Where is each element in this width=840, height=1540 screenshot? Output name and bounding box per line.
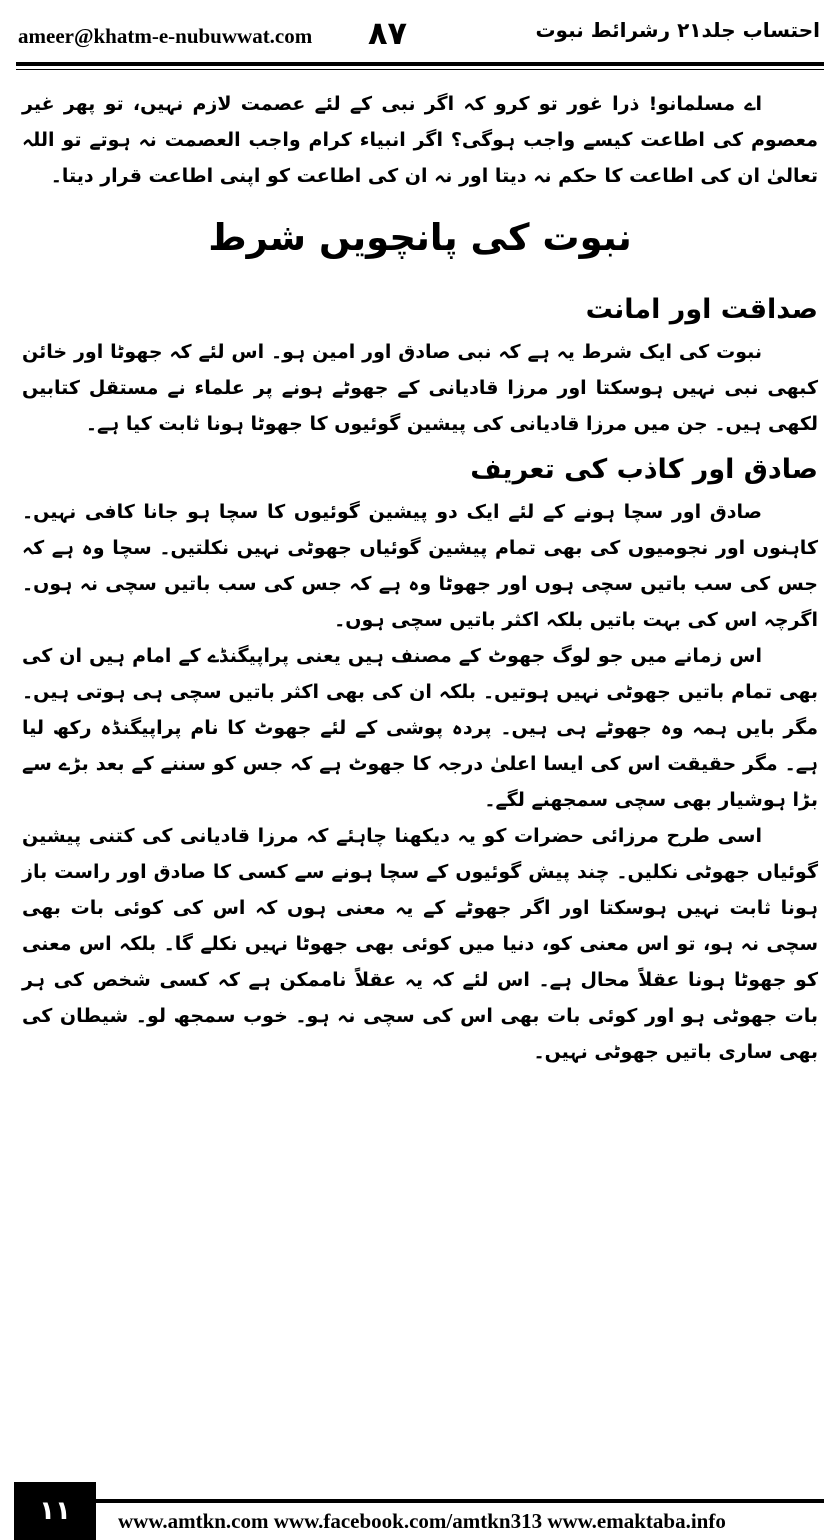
paragraph-1: اے مسلمانو! ذرا غور تو کرو کہ اگر نبی کے لئے عصمت لازم نہیں، تو پھر غیر معصوم کی اطاعت کیسے واجب ہوگی؟ اگر انبیاء کرام واجب العصمت نہ ہوتے تو اللہ تعالیٰ ان کی اطاعت کا حکم نہ دیتا اور نہ ان کی اطاعت کو اپنی اطاعت قرار دیتا۔ <box>22 93 818 187</box>
footer-links: www.amtkn.com www.facebook.com/amtkn313 www.emaktaba.info <box>118 1509 726 1533</box>
subheading-1: صداقت اور امانت <box>585 294 818 325</box>
footer-page-number: ۱۱ <box>14 1482 96 1540</box>
header-rule-thick <box>16 62 824 66</box>
footer-rule <box>14 1499 824 1503</box>
header-book-title: احتساب جلد۲۱ رشرائط نبوت <box>535 18 820 42</box>
page-header <box>0 0 840 80</box>
subheading-2: صادق اور کاذب کی تعریف <box>470 454 818 485</box>
header-page-number: ۸۷ <box>368 14 408 52</box>
page-footer <box>0 1482 840 1540</box>
header-email: ameer@khatm-e-nubuwwat.com <box>18 24 313 48</box>
paragraph-5: اسی طرح مرزائی حضرات کو یہ دیکھنا چاہئے کہ مرزا قادیانی کی کتنی پیشین گوئیاں جھوٹی نکلیں۔ چند پیش گوئیوں کے سچا ہونے سے کسی کا صادق اور راست باز ہونا ثابت نہیں ہوسکتا اور اگر جھوٹے کے یہ معنی ہوں کہ اس کی کوئی بات بھی سچی نہ ہو، تو اس معنی کو، دنیا میں کوئی بھی جھوٹا نہیں نکلے گا۔ بلکہ اس معنی کو جھوٹا ہونا عقلاً محال ہے۔ اس لئے کہ یہ عقلاً ناممکن ہے کہ کسی شخص کی ہر بات جھوٹی ہو اور کوئی بات بھی اس کی سچی نہ ہو۔ خوب سمجھ لو۔ شیطان کی بھی ساری باتیں جھوٹی نہیں۔ <box>22 825 818 1063</box>
header-rule-thin <box>16 69 824 70</box>
paragraph-2: نبوت کی ایک شرط یہ ہے کہ نبی صادق اور امین ہو۔ اس لئے کہ جھوٹا اور خائن کبھی نبی نہیں ہوسکتا اور مرزا قادیانی کے جھوٹے ہونے پر علماء نے مستقل کتابیں لکھی ہیں۔ جن میں مرزا قادیانی کی پیشین گوئیوں کا جھوٹا ہونا ثابت کیا ہے۔ <box>22 341 818 435</box>
page-body <box>22 86 818 1070</box>
paragraph-4: اس زمانے میں جو لوگ جھوٹ کے مصنف ہیں یعنی پراپیگنڈے کے امام ہیں ان کی بھی تمام باتیں جھوٹی نہیں ہوتیں۔ بلکہ ان کی بھی اکثر باتیں سچی ہی ہوتی ہیں۔ مگر بایں ہمہ وہ جھوٹے ہی ہیں۔ پردہ پوشی کے لئے جھوٹ کا نام پراپیگنڈہ رکھ لیا ہے۔ مگر حقیقت اس کی ایسا اعلیٰ درجہ کا جھوٹ ہے کہ جس کو سننے کے بعد بڑے سے بڑا ہوشیار بھی سچی سمجھنے لگے۔ <box>22 645 818 811</box>
paragraph-3: صادق اور سچا ہونے کے لئے ایک دو پیشین گوئیوں کا سچا ہو جانا کافی نہیں۔ کاہنوں اور نجومیوں کی بھی تمام پیشین گوئیاں جھوٹی نہیں نکلتیں۔ سچا وہ ہے کہ جس کی سب باتیں سچی ہوں اور جھوٹا وہ ہے کہ جس کی سب باتیں سچی نہ ہوں۔ اگرچہ اس کی بہت باتیں بلکہ اکثر باتیں سچی ہوں۔ <box>22 501 818 631</box>
main-heading: نبوت کی پانچویں شرط <box>208 216 632 259</box>
